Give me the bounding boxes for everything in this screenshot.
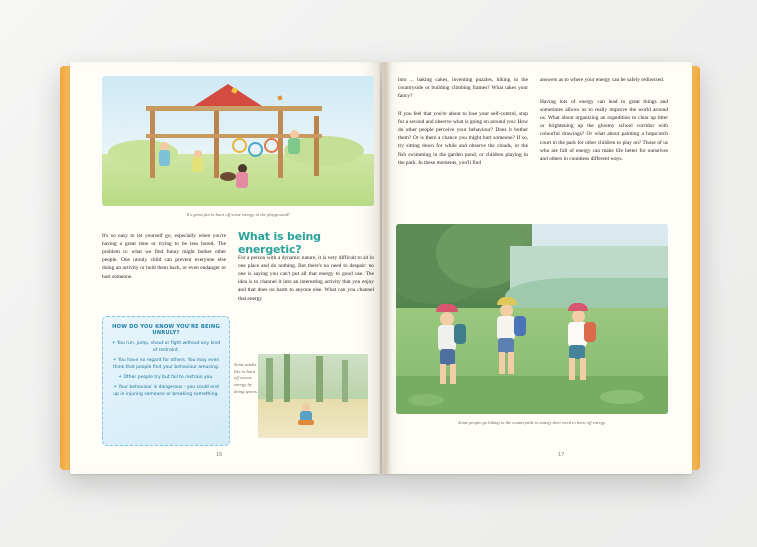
- fact-box-item: ✦ Other people try but fail to restrain you.: [111, 375, 221, 382]
- side-caption: Some adults like to burn off excess energy by doing sports.: [234, 362, 258, 394]
- sport-illustration: [258, 354, 368, 438]
- fact-box-item: ✦ Your behaviour is dangerous - you could end up in injuring someone or breaking something.: [111, 385, 221, 399]
- left-body-paragraph: For a person with a dynamic nature, it is very difficult to sit in one place and do nothing. But there's no need to despair: no one is saying you can't put all that energy to good use. The idea is to channel it into an interesting activity that you enjoy and that does no harm to anyone else. What can you channel that energy: [238, 255, 374, 302]
- open-book: [60, 62, 700, 474]
- hiking-illustration: [396, 224, 668, 414]
- right-col2-paragraph-1: answers as to where your energy can be safely redirected.: [540, 77, 665, 83]
- left-photo-caption: It's great fun to burn off some energy in the playground!: [186, 212, 290, 217]
- right-col2-paragraph-2: Having lots of energy can lead to great things and sometimes allows us to really improve the world around us. What about organizing an expedition to clear up litter or brightening up the gloomy school corridor with colourful drawings? Or what about painting a hopscotch court in the park for other children to play on? Those of us who are full of energy can make life better for ourselves and others in countless different ways.: [540, 99, 668, 162]
- fact-box-title: HOW DO YOU KNOW YOU'RE BEING UNRULY?: [112, 324, 220, 336]
- right-col1-paragraph-2: If you feel that you're about to lose your self-control, stop for a second and observe what is going on around you: How do other people perceive your behaviour? Does it bother them? Or is there a chance you might hurt someone? If so, try sitting down for while and observe the clouds, or the fish swimming in the garden pond, or children playing in the park. In these moments, you'll find: [398, 111, 528, 166]
- playground-illustration: [102, 76, 374, 206]
- right-page: [382, 62, 692, 474]
- fact-box: [102, 316, 230, 446]
- right-photo-caption: Some people go hiking in the countryside to satisfy their need to burn off energy.: [458, 420, 606, 425]
- fact-box-list: [111, 341, 221, 399]
- left-intro-paragraph: It's so easy to let yourself go, especially when you're having a great time or trying to be less bored. The problem is: what we find funny might bother other people. One unruly child can prevent everyone else doing an activity or hold them back, or even endanger or hurt someone.: [102, 233, 226, 280]
- left-page: [70, 62, 380, 474]
- left-page-number: 16: [216, 452, 223, 458]
- fact-box-item: ✦ You have no regard for others. You may even think that people find your behaviour amusing.: [111, 358, 221, 372]
- right-col1-paragraph-1: into ... baking cakes, inventing puzzles, hiking in the countryside or building climbing frames? What takes your fancy?: [398, 77, 528, 100]
- fact-box-item: ✦ You run, jump, shout or fight without any kind of restraint.: [111, 341, 221, 355]
- section-heading: What is being energetic?: [238, 230, 321, 256]
- right-page-number: 17: [558, 452, 565, 458]
